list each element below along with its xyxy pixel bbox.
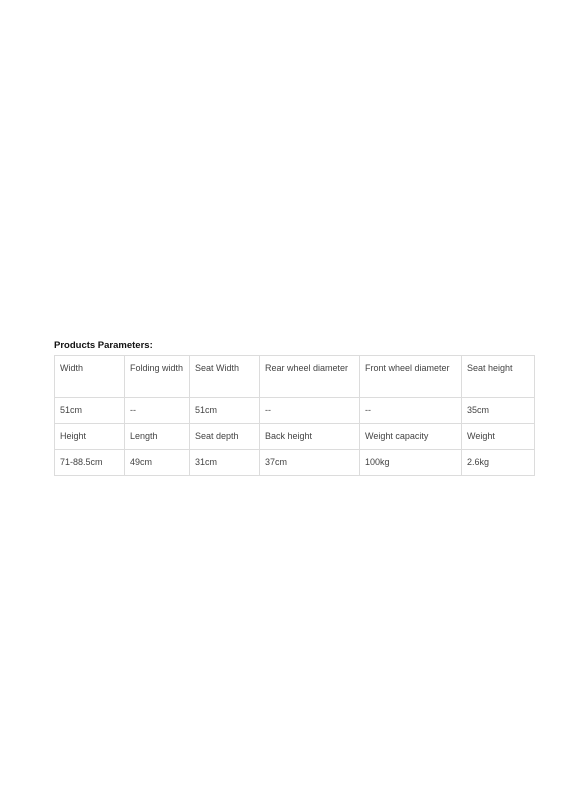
- products-parameters-section: [54, 340, 534, 476]
- table-cell: Height: [55, 424, 125, 450]
- table-cell: 2.6kg: [462, 450, 535, 476]
- parameters-table: [54, 355, 535, 476]
- table-cell: Back height: [260, 424, 360, 450]
- table-cell: 35cm: [462, 398, 535, 424]
- table-cell: Folding width: [125, 356, 190, 398]
- table-cell: 37cm: [260, 450, 360, 476]
- table-row: [55, 398, 535, 424]
- table-cell: --: [125, 398, 190, 424]
- table-cell: 31cm: [190, 450, 260, 476]
- table-cell: 51cm: [55, 398, 125, 424]
- table-cell: Length: [125, 424, 190, 450]
- table-cell: 71-88.5cm: [55, 450, 125, 476]
- table-cell: Weight: [462, 424, 535, 450]
- table-row: [55, 450, 535, 476]
- table-cell: --: [260, 398, 360, 424]
- table-cell: 100kg: [360, 450, 462, 476]
- table-cell: 49cm: [125, 450, 190, 476]
- table-cell: Seat depth: [190, 424, 260, 450]
- table-cell: Seat height: [462, 356, 535, 398]
- section-title: Products Parameters:: [54, 340, 153, 351]
- table-cell: 51cm: [190, 398, 260, 424]
- table-row: [55, 356, 535, 398]
- table-cell: Front wheel diameter: [360, 356, 462, 398]
- table-cell: Rear wheel diameter: [260, 356, 360, 398]
- table-row: [55, 424, 535, 450]
- table-cell: Width: [55, 356, 125, 398]
- table-cell: Seat Width: [190, 356, 260, 398]
- table-cell: --: [360, 398, 462, 424]
- table-cell: Weight capacity: [360, 424, 462, 450]
